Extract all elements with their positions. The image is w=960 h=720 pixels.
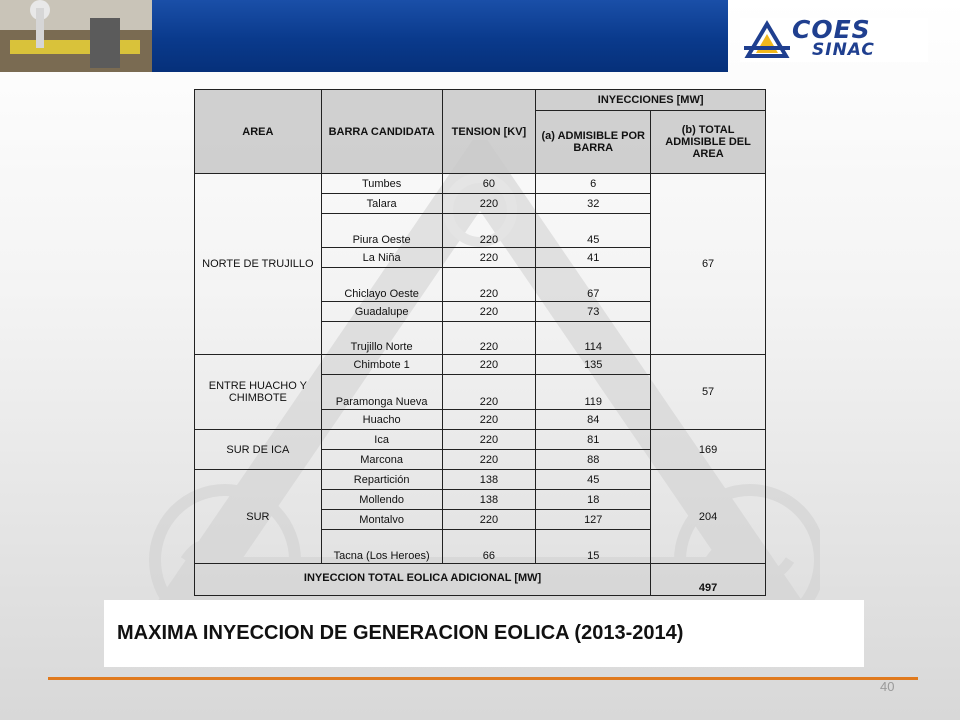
mw-cell: 114	[536, 322, 651, 355]
mw-cell: 45	[536, 214, 651, 248]
table-row	[195, 430, 766, 450]
logo-sinac-text: SINAC	[812, 40, 875, 60]
tension-cell: 220	[442, 450, 536, 470]
mw-cell: 67	[536, 268, 651, 302]
slide-title: MAXIMA INYECCION DE GENERACION EOLICA (2013-2014)	[117, 622, 684, 644]
barra-cell: Mollendo	[321, 490, 442, 510]
barra-cell: Huacho	[321, 410, 442, 430]
mw-cell: 45	[536, 470, 651, 490]
table-row	[195, 470, 766, 490]
tension-cell: 220	[442, 248, 536, 268]
logo-triangle-icon	[744, 20, 790, 60]
footer-total: 497	[651, 564, 766, 596]
mw-cell: 32	[536, 194, 651, 214]
barra-cell: Ica	[321, 430, 442, 450]
table-footer-row	[195, 564, 766, 596]
tension-cell: 66	[442, 530, 536, 564]
barra-cell: Piura Oeste	[321, 214, 442, 248]
tension-cell: 220	[442, 375, 536, 410]
tension-cell: 220	[442, 510, 536, 530]
header-admisible: (a) ADMISIBLE POR BARRA	[536, 111, 651, 174]
barra-cell: Repartición	[321, 470, 442, 490]
mw-cell: 6	[536, 174, 651, 194]
area-cell: SUR DE ICA	[195, 430, 322, 470]
mw-cell: 41	[536, 248, 651, 268]
tension-cell: 220	[442, 355, 536, 375]
mw-cell: 127	[536, 510, 651, 530]
header-inyecciones: INYECCIONES [MW]	[536, 90, 766, 111]
barra-cell: La Niña	[321, 248, 442, 268]
header-total: (b) TOTAL ADMISIBLE DEL AREA	[651, 111, 766, 174]
area-cell: NORTE DE TRUJILLO	[195, 174, 322, 355]
mw-cell: 15	[536, 530, 651, 564]
orange-divider	[48, 677, 918, 680]
tension-cell: 220	[442, 302, 536, 322]
barra-cell: Chiclayo Oeste	[321, 268, 442, 302]
footer-label: INYECCION TOTAL EOLICA ADICIONAL [MW]	[195, 564, 651, 596]
barra-cell: Paramonga Nueva	[321, 375, 442, 410]
slide-header	[0, 0, 960, 72]
barra-cell: Montalvo	[321, 510, 442, 530]
page-number: 40	[880, 679, 895, 694]
coes-sinac-logo	[740, 15, 928, 62]
tension-cell: 60	[442, 174, 536, 194]
tension-cell: 138	[442, 470, 536, 490]
tension-cell: 220	[442, 410, 536, 430]
barra-cell: Marcona	[321, 450, 442, 470]
mw-cell: 84	[536, 410, 651, 430]
table-header-row	[195, 90, 766, 111]
mw-cell: 73	[536, 302, 651, 322]
barra-cell: Chimbote 1	[321, 355, 442, 375]
header-barra: BARRA CANDIDATA	[321, 90, 442, 174]
area-cell: SUR	[195, 470, 322, 564]
tension-cell: 220	[442, 430, 536, 450]
mw-cell: 135	[536, 355, 651, 375]
table-row	[195, 355, 766, 375]
barra-cell: Tumbes	[321, 174, 442, 194]
title-box	[104, 600, 864, 667]
mw-cell: 119	[536, 375, 651, 410]
header-tension: TENSION [KV]	[442, 90, 536, 174]
barra-cell: Trujillo Norte	[321, 322, 442, 355]
tension-cell: 220	[442, 268, 536, 302]
logo-coes-text: COES	[792, 15, 871, 44]
tension-cell: 138	[442, 490, 536, 510]
area-total-cell: 57	[651, 355, 766, 430]
mw-cell: 18	[536, 490, 651, 510]
tension-cell: 220	[442, 322, 536, 355]
header-blue-band	[152, 0, 728, 72]
header-photo	[0, 0, 152, 72]
tension-cell: 220	[442, 194, 536, 214]
table-row	[195, 174, 766, 194]
barra-cell: Guadalupe	[321, 302, 442, 322]
area-total-cell: 169	[651, 430, 766, 470]
injection-table	[194, 89, 766, 596]
area-cell: ENTRE HUACHO Y CHIMBOTE	[195, 355, 322, 430]
power-plant-image-icon	[0, 0, 152, 72]
area-total-cell: 67	[651, 174, 766, 355]
barra-cell: Talara	[321, 194, 442, 214]
header-area: AREA	[195, 90, 322, 174]
mw-cell: 88	[536, 450, 651, 470]
barra-cell: Tacna (Los Heroes)	[321, 530, 442, 564]
area-total-cell: 204	[651, 470, 766, 564]
tension-cell: 220	[442, 214, 536, 248]
mw-cell: 81	[536, 430, 651, 450]
